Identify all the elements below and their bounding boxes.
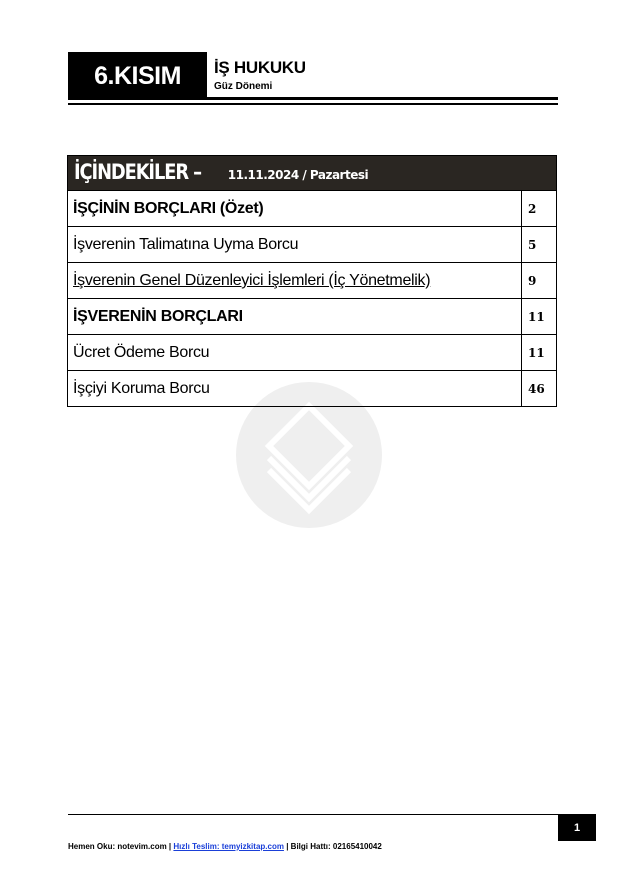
toc-heading: İÇİNDEKİLER – xyxy=(74,160,201,184)
toc-row[interactable] xyxy=(67,191,557,227)
header-rule-bottom xyxy=(68,103,558,105)
document-title: İŞ HUKUKU xyxy=(214,58,306,77)
toc-row[interactable] xyxy=(67,263,557,299)
toc-entry-page: 46 xyxy=(521,371,556,406)
section-label: 6.KISIM xyxy=(68,52,207,100)
toc-entry-label: İŞVERENİN BORÇLARI xyxy=(73,308,243,325)
toc-entry-label: Ücret Ödeme Borcu xyxy=(73,344,210,361)
toc-date: 11.11.2024 / Pazartesi xyxy=(227,168,369,182)
footer-links xyxy=(68,842,382,851)
toc-entry-page: 11 xyxy=(521,335,556,370)
toc-row[interactable] xyxy=(67,335,557,371)
read-label: Hemen Oku: notevim.com xyxy=(68,842,167,851)
toc-entry-label: İşverenin Talimatına Uyma Borcu xyxy=(73,236,299,253)
hotline-label: Bilgi Hattı: 02165410042 xyxy=(290,842,382,851)
toc-entry-page: 2 xyxy=(521,191,556,226)
footer-separator: | xyxy=(168,842,172,851)
delivery-link[interactable]: Hızlı Teslim: temyizkitap.com xyxy=(173,842,284,851)
toc-entry-label: İşçiyi Koruma Borcu xyxy=(73,380,210,397)
toc-row[interactable] xyxy=(67,371,557,407)
document-subtitle: Güz Dönemi xyxy=(214,81,273,92)
toc-entry-label: İŞÇİNİN BORÇLARI (Özet) xyxy=(73,200,264,217)
footer-rule xyxy=(68,814,558,815)
toc-entry-page: 9 xyxy=(521,263,556,298)
header-rule-top xyxy=(207,97,558,100)
toc-row[interactable] xyxy=(67,227,557,263)
toc-entry-page: 11 xyxy=(521,299,556,334)
toc-header xyxy=(67,155,557,191)
footer-separator: | xyxy=(286,842,289,851)
page-number: 1 xyxy=(558,814,596,841)
toc-row[interactable] xyxy=(67,299,557,335)
toc-entry-page: 5 xyxy=(521,227,556,262)
toc-entry-label[interactable]: İşverenin Genel Düzenleyici İşlemleri (İç Yönetmelik) xyxy=(73,272,431,289)
